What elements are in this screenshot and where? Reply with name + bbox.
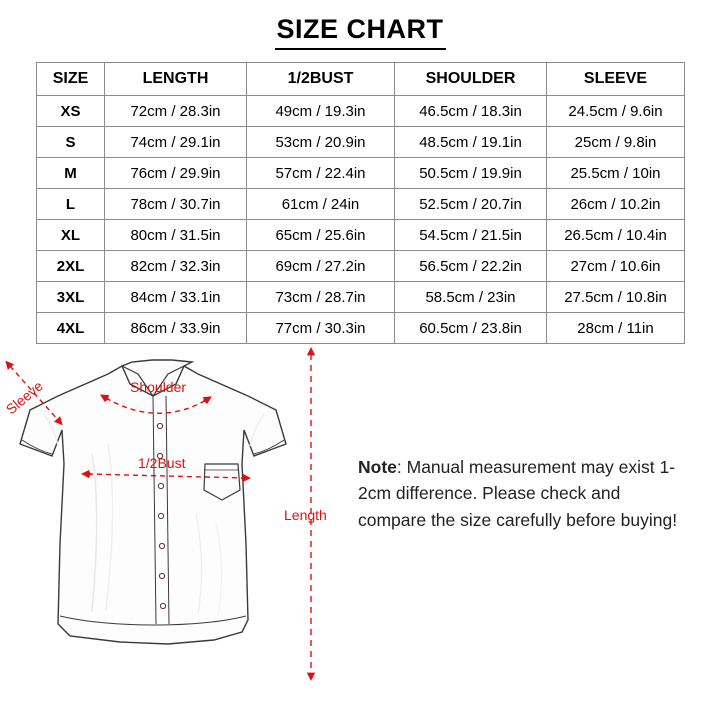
column-header-sleeve: SLEEVE xyxy=(547,63,685,96)
cell-length: 76cm / 29.9in xyxy=(105,158,247,189)
table-row xyxy=(37,96,685,127)
cell-length: 82cm / 32.3in xyxy=(105,251,247,282)
note-block xyxy=(358,454,688,533)
cell-size: XL xyxy=(37,220,105,251)
cell-sleeve: 26cm / 10.2in xyxy=(547,189,685,220)
cell-shoulder: 48.5cm / 19.1in xyxy=(395,127,547,158)
cell-length: 78cm / 30.7in xyxy=(105,189,247,220)
cell-length: 74cm / 29.1in xyxy=(105,127,247,158)
cell-shoulder: 52.5cm / 20.7in xyxy=(395,189,547,220)
cell-sleeve: 25cm / 9.8in xyxy=(547,127,685,158)
cell-halfbust: 77cm / 30.3in xyxy=(247,313,395,344)
table-row xyxy=(37,220,685,251)
cell-halfbust: 65cm / 25.6in xyxy=(247,220,395,251)
label-sleeve: Sleeve xyxy=(2,377,46,418)
size-table-head xyxy=(37,63,685,96)
table-row xyxy=(37,313,685,344)
cell-shoulder: 58.5cm / 23in xyxy=(395,282,547,313)
cell-size: 4XL xyxy=(37,313,105,344)
cell-length: 72cm / 28.3in xyxy=(105,96,247,127)
cell-halfbust: 57cm / 22.4in xyxy=(247,158,395,189)
cell-sleeve: 26.5cm / 10.4in xyxy=(547,220,685,251)
cell-shoulder: 56.5cm / 22.2in xyxy=(395,251,547,282)
cell-size: 2XL xyxy=(37,251,105,282)
page-title xyxy=(0,0,720,52)
cell-length: 80cm / 31.5in xyxy=(105,220,247,251)
table-row xyxy=(37,127,685,158)
cell-sleeve: 24.5cm / 9.6in xyxy=(547,96,685,127)
note-text: : Manual measurement may exist 1-2cm difference. Please check and compare the size carefully before buying! xyxy=(358,457,678,530)
cell-sleeve: 27cm / 10.6in xyxy=(547,251,685,282)
shirt-diagram xyxy=(0,344,348,694)
cell-halfbust: 61cm / 24in xyxy=(247,189,395,220)
table-header-row xyxy=(37,63,685,96)
cell-shoulder: 54.5cm / 21.5in xyxy=(395,220,547,251)
column-header-halfbust: 1/2BUST xyxy=(247,63,395,96)
column-header-size: SIZE xyxy=(37,63,105,96)
shirt-illustration xyxy=(0,344,348,694)
cell-halfbust: 49cm / 19.3in xyxy=(247,96,395,127)
cell-shoulder: 46.5cm / 18.3in xyxy=(395,96,547,127)
size-table-wrapper xyxy=(0,52,720,344)
table-row xyxy=(37,251,685,282)
diagram-and-note xyxy=(0,344,720,694)
cell-sleeve: 25.5cm / 10in xyxy=(547,158,685,189)
table-row xyxy=(37,189,685,220)
shirt-body-shape xyxy=(20,360,286,644)
column-header-length: LENGTH xyxy=(105,63,247,96)
cell-size: L xyxy=(37,189,105,220)
cell-halfbust: 73cm / 28.7in xyxy=(247,282,395,313)
label-halfbust: 1/2Bust xyxy=(138,455,186,471)
cell-halfbust: 53cm / 20.9in xyxy=(247,127,395,158)
cell-sleeve: 28cm / 11in xyxy=(547,313,685,344)
cell-size: M xyxy=(37,158,105,189)
cell-shoulder: 60.5cm / 23.8in xyxy=(395,313,547,344)
cell-shoulder: 50.5cm / 19.9in xyxy=(395,158,547,189)
table-row xyxy=(37,158,685,189)
cell-length: 84cm / 33.1in xyxy=(105,282,247,313)
cell-size: S xyxy=(37,127,105,158)
label-length: Length xyxy=(284,507,327,523)
cell-size: XS xyxy=(37,96,105,127)
cell-halfbust: 69cm / 27.2in xyxy=(247,251,395,282)
cell-size: 3XL xyxy=(37,282,105,313)
column-header-shoulder: SHOULDER xyxy=(395,63,547,96)
page-title-text: SIZE CHART xyxy=(275,14,446,50)
note-label: Note xyxy=(358,457,397,477)
cell-length: 86cm / 33.9in xyxy=(105,313,247,344)
cell-sleeve: 27.5cm / 10.8in xyxy=(547,282,685,313)
label-shoulder: Shoulder xyxy=(130,379,187,395)
size-table-body xyxy=(37,96,685,344)
table-row xyxy=(37,282,685,313)
size-table xyxy=(36,62,685,344)
